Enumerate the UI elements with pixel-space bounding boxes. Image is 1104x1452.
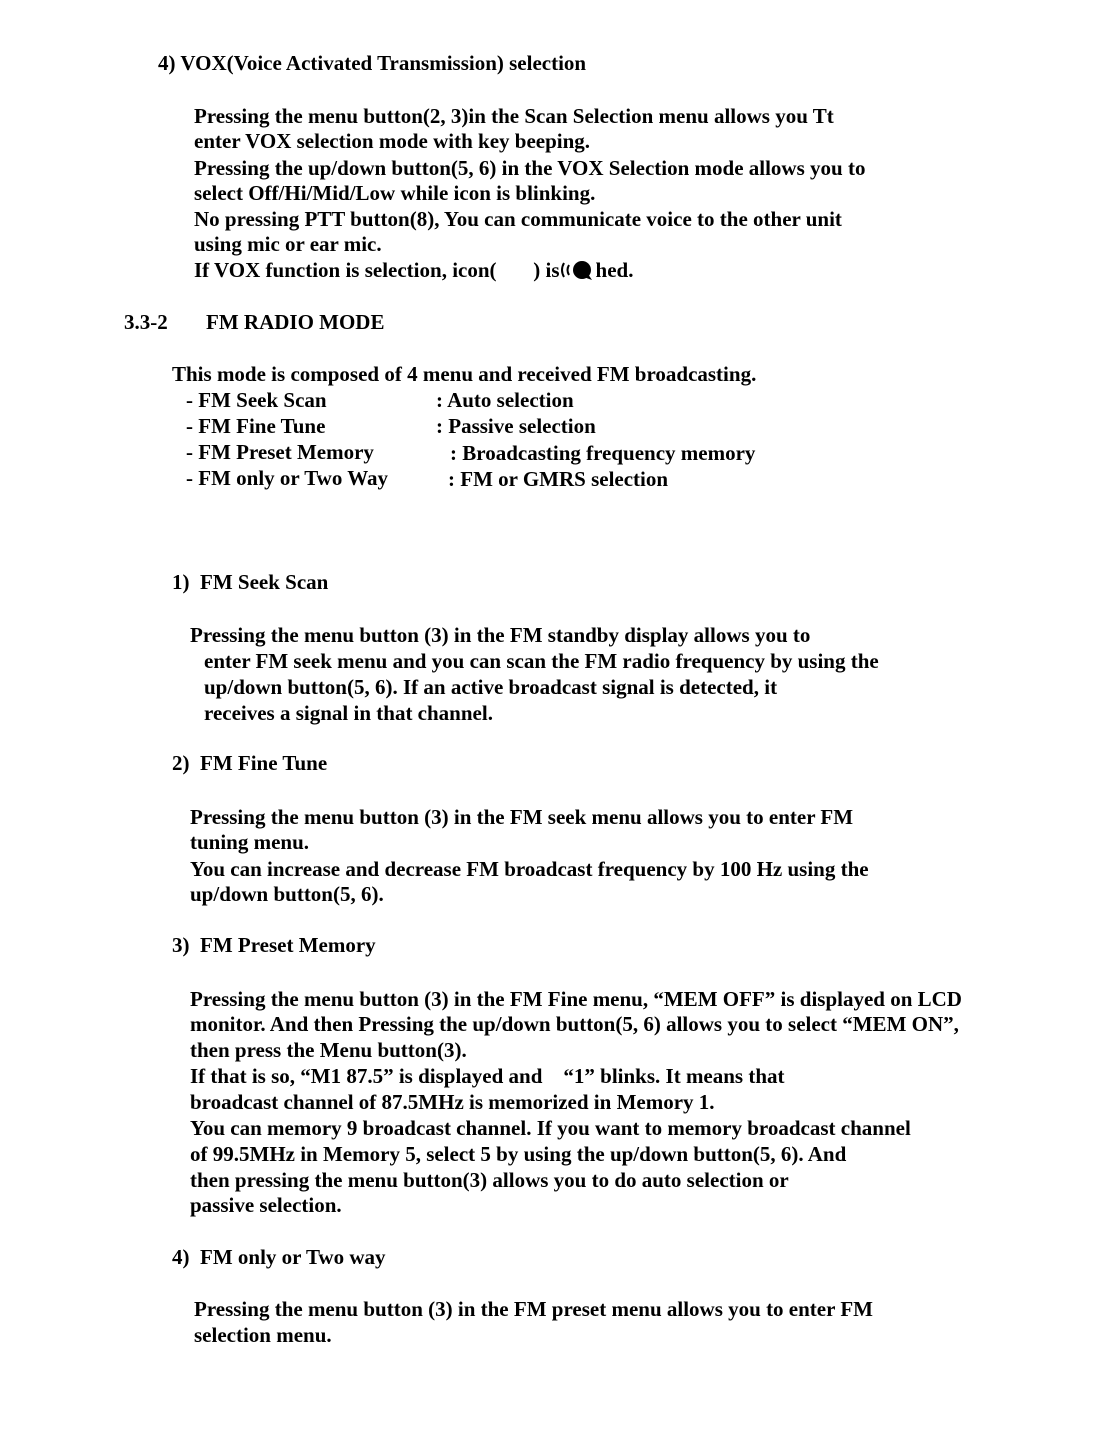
fine-line: up/down button(5, 6). [190, 882, 384, 906]
menu-item-desc: : Passive selection [436, 414, 596, 438]
vox-line: select Off/Hi/Mid/Low while icon is blinking. [194, 181, 596, 205]
preset-line: If that is so, “M1 87.5” is displayed and “1” blinks. It means that [190, 1064, 785, 1088]
preset-line: Pressing the menu button (3) in the FM Fine menu, “MEM OFF” is displayed on LCD [190, 987, 962, 1011]
section-intro: This mode is composed of 4 menu and received FM broadcasting. [172, 362, 757, 386]
preset-line: then pressing the menu button(3) allows you to do auto selection or [190, 1168, 789, 1192]
preset-line: passive selection. [190, 1193, 342, 1217]
preset-line: broadcast channel of 87.5MHz is memorized in Memory 1. [190, 1090, 715, 1114]
vox-heading: 4) VOX(Voice Activated Transmission) selection [158, 51, 587, 75]
menu-item-desc: : FM or GMRS selection [448, 467, 669, 491]
menu-item-desc: : Auto selection [436, 388, 574, 412]
preset-line: then press the Menu button(3). [190, 1038, 467, 1062]
seek-line: Pressing the menu button (3) in the FM standby display allows you to [190, 623, 811, 647]
seek-line: enter FM seek menu and you can scan the FM radio frequency by using the [204, 649, 879, 673]
vox-line: No pressing PTT button(8), You can communicate voice to the other unit [194, 207, 842, 231]
vox-speaker-icon [560, 259, 596, 281]
menu-item-name: - FM Seek Scan [186, 388, 327, 412]
twoway-heading: 4) FM only or Two way [172, 1245, 386, 1269]
preset-line: monitor. And then Pressing the up/down button(5, 6) allows you to select “MEM ON”, [190, 1012, 959, 1036]
vox-line: using mic or ear mic. [194, 232, 382, 256]
menu-item-name: - FM only or Two Way [186, 466, 389, 490]
twoway-line: Pressing the menu button (3) in the FM preset menu allows you to enter FM [194, 1297, 873, 1321]
preset-line: of 99.5MHz in Memory 5, select 5 by using the up/down button(5, 6). And [190, 1142, 847, 1166]
twoway-line: selection menu. [194, 1323, 332, 1347]
fine-line: Pressing the menu button (3) in the FM seek menu allows you to enter FM [190, 805, 854, 829]
menu-item-desc: : Broadcasting frequency memory [450, 441, 756, 465]
vox-line: enter VOX selection mode with key beeping. [194, 129, 591, 153]
seek-line: receives a signal in that channel. [204, 701, 493, 725]
fine-line: tuning menu. [190, 830, 310, 854]
vox-icon-line-suffix: hed. [595, 258, 634, 282]
fine-heading: 2) FM Fine Tune [172, 751, 328, 775]
menu-item-name: - FM Preset Memory [186, 440, 374, 464]
preset-heading: 3) FM Preset Memory [172, 933, 376, 957]
vox-line: Pressing the menu button(2, 3)in the Scan Selection menu allows you Tt [194, 104, 834, 128]
vox-line: Pressing the up/down button(5, 6) in the VOX Selection mode allows you to [194, 156, 866, 180]
preset-line: You can memory 9 broadcast channel. If you want to memory broadcast channel [190, 1116, 911, 1140]
seek-heading: 1) FM Seek Scan [172, 570, 329, 594]
fine-line: You can increase and decrease FM broadcast frequency by 100 Hz using the [190, 857, 869, 881]
vox-icon-line [194, 257, 633, 283]
section-title: FM RADIO MODE [206, 310, 385, 334]
menu-item-name: - FM Fine Tune [186, 414, 326, 438]
vox-icon-line-prefix: If VOX function is selection, icon( ) is [194, 258, 560, 282]
seek-line: up/down button(5, 6). If an active broadcast signal is detected, it [204, 675, 778, 699]
section-number: 3.3-2 [124, 310, 168, 334]
